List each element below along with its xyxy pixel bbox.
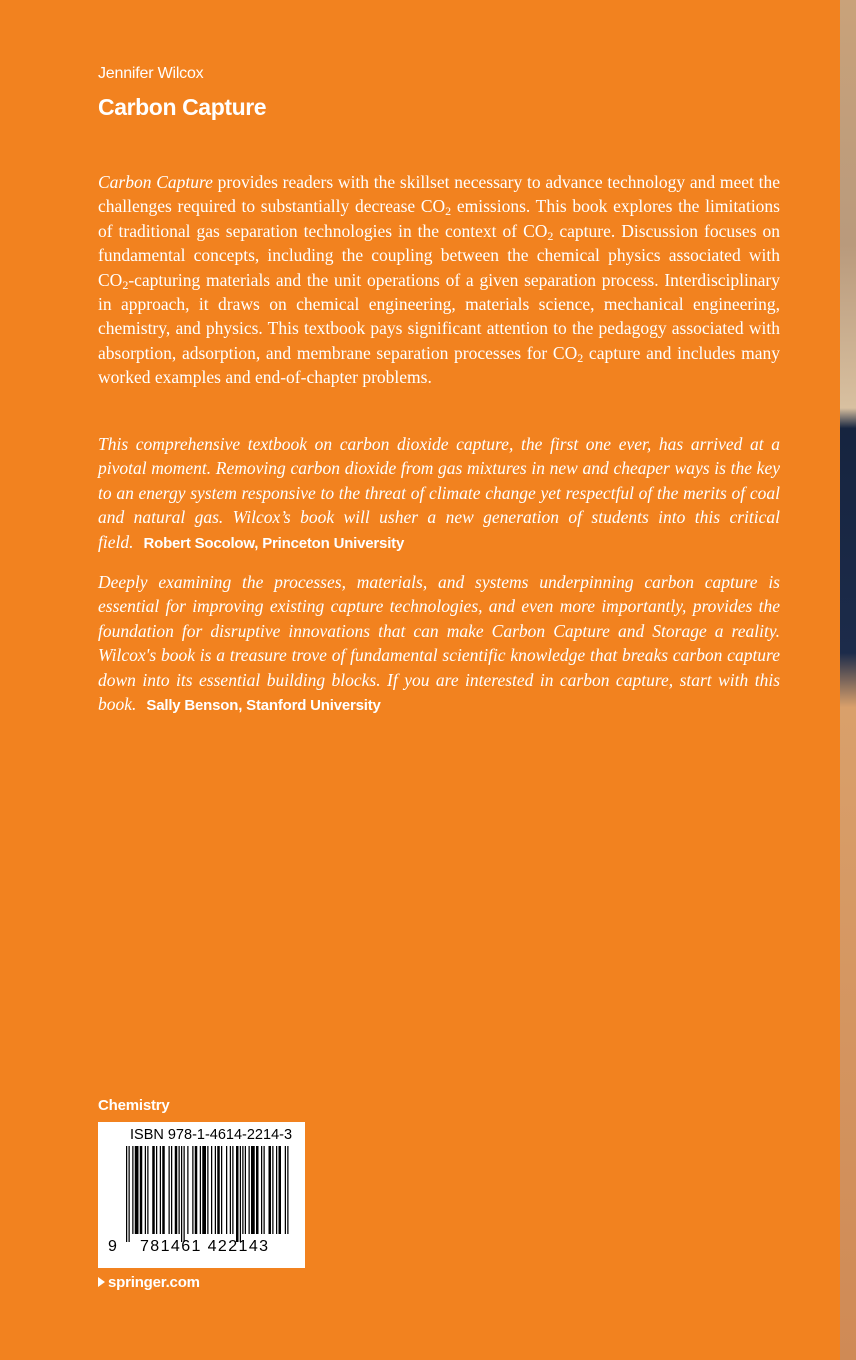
- barcode-bar: [245, 1146, 246, 1234]
- barcode-bar: [140, 1146, 143, 1234]
- isbn-label: ISBN 978-1-4614-2214-3: [130, 1127, 293, 1143]
- subject-category: Chemistry: [98, 1097, 170, 1114]
- ean-first-digit: 9: [108, 1238, 117, 1255]
- barcode-bar: [169, 1146, 170, 1234]
- author-name: Jennifer Wilcox: [98, 65, 204, 82]
- barcode-bar: [276, 1146, 277, 1234]
- book-title: Carbon Capture: [98, 94, 267, 120]
- quote-text: This comprehensive textbook on carbon dioxide capture, the first one ever, has arrived at a pivotal moment. Removing carbon dioxide from gas mixtures in new and cheaper ways is the key to an energy system responsive to the threat of climate change yet respectful of the merits of coal and natural gas. Wilcox’s book will usher a new generation of students into this critical field.: [98, 434, 780, 552]
- barcode-bar: [156, 1146, 157, 1234]
- barcode-bar: [221, 1146, 222, 1234]
- description-text-2: emissions. This book explores the limitations of traditional gas separation technologies in the context of CO: [98, 196, 780, 241]
- barcode-bar: [249, 1146, 250, 1234]
- barcode-bar: [126, 1146, 127, 1242]
- barcode-bar: [217, 1146, 220, 1234]
- publisher-website[interactable]: [98, 1274, 200, 1291]
- co2-subscript: 2: [122, 277, 129, 292]
- book-spine-edge: [840, 0, 856, 1360]
- barcode-bar: [232, 1146, 233, 1234]
- barcode-bar: [272, 1146, 273, 1234]
- barcode-bar: [179, 1146, 180, 1234]
- co2-subscript: 2: [547, 228, 554, 243]
- barcode-bar: [162, 1146, 165, 1234]
- barcode-bar: [135, 1146, 139, 1234]
- barcode-bar: [242, 1146, 243, 1234]
- co2-subscript: 2: [577, 350, 584, 365]
- barcode-bar: [160, 1146, 161, 1234]
- barcode-bar: [236, 1146, 239, 1242]
- barcode-bar: [285, 1146, 286, 1234]
- review-quote-socolow: [98, 432, 780, 556]
- barcode-bar: [261, 1146, 262, 1234]
- barcode-bar: [132, 1146, 133, 1234]
- barcode-bar: [226, 1146, 227, 1234]
- barcode-bar: [129, 1146, 130, 1242]
- barcode-bar: [202, 1146, 206, 1234]
- description-text-5: capture and includes many worked examples and end-of-chapter problems.: [98, 342, 780, 388]
- quote-attribution: Sally Benson, Stanford University: [146, 697, 381, 715]
- quote-attribution: Robert Socolow, Princeton University: [143, 534, 405, 552]
- description-title-italic: Carbon Capture: [98, 172, 213, 192]
- barcode-bar: [145, 1146, 146, 1234]
- barcode-bar: [230, 1146, 231, 1234]
- website-label: springer.com: [108, 1274, 200, 1291]
- quote-text: Deeply examining the processes, materials, and systems underpinning carbon capture is essential for improving existing capture technologies, and even more importantly, provides the foundation for disruptive innovations that can make Carbon Capture and Storage a reality. Wilcox's book is a treasure trove of fundamental scientific knowledge that breaks carbon capture down into its essential building blocks. If you are interested in carbon capture, start with this book.: [98, 572, 780, 715]
- barcode-bar: [200, 1146, 201, 1234]
- barcode-bar: [287, 1146, 288, 1234]
- barcode-bar: [181, 1146, 182, 1242]
- barcode-bar: [256, 1146, 259, 1234]
- arrow-right-icon: [98, 1277, 105, 1287]
- barcode-bars: [126, 1146, 291, 1242]
- barcode-bar: [171, 1146, 172, 1234]
- description-text-4: -capturing materials and the unit operations of a given separation process. Interdisciplinary in approach, it draws on chemical engineering, materials science, mechanical engineering, chemistry, and physics. This textbook pays significant attention to the pedagogy associated with absorption, adsorption, and membrane separation processes for CO: [98, 269, 780, 363]
- barcode-bar: [211, 1146, 212, 1234]
- isbn-barcode: [98, 1122, 305, 1268]
- barcode-bar: [175, 1146, 178, 1234]
- barcode-bar: [240, 1146, 241, 1242]
- description-text-1: provides readers with the skillset necessary to advance technology and meet the challenges required to substantially decrease CO: [98, 172, 780, 217]
- barcode-bar: [269, 1146, 272, 1234]
- barcode-bar: [147, 1146, 148, 1234]
- barcode-bar: [152, 1146, 155, 1234]
- barcode-bar: [187, 1146, 188, 1234]
- review-quote-benson: [98, 570, 780, 718]
- barcode-bar: [207, 1146, 208, 1234]
- book-description: [98, 170, 780, 390]
- barcode-bar: [195, 1146, 198, 1234]
- co2-subscript: 2: [445, 204, 452, 219]
- barcode-bar: [264, 1146, 265, 1234]
- barcode-bar: [215, 1146, 216, 1234]
- barcode-bar: [251, 1146, 255, 1234]
- description-text-3: capture. Discussion focuses on fundamental concepts, including the coupling between the chemical physics associated with CO: [98, 220, 780, 290]
- ean-digits: 781461 422143: [140, 1238, 270, 1255]
- barcode-bar: [192, 1146, 193, 1234]
- barcode-bar: [184, 1146, 185, 1242]
- barcode-bar: [279, 1146, 282, 1234]
